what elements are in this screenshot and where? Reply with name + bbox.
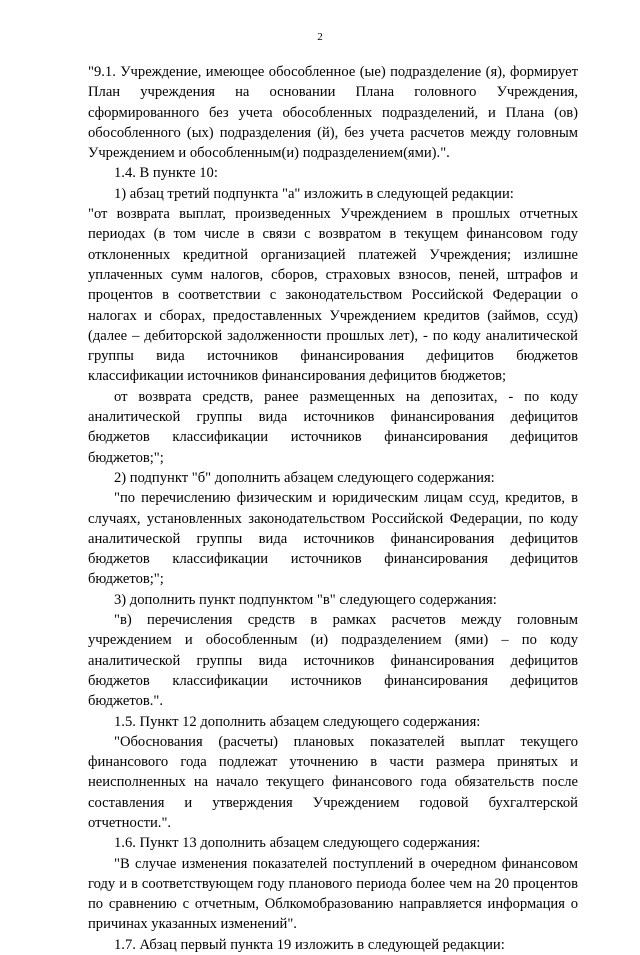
paragraph: 1.4. В пункте 10: [114, 165, 218, 182]
paragraph: "в) перечисления средств в рамках расчетов между головным учреждением и обособленным (и) подразделением (ями) – по коду аналитической группы вида источников финансирования дефицитов бюджетов классификации источников финансирования дефицитов бюджетов.". [88, 612, 578, 710]
paragraph: 1.5. Пункт 12 дополнить абзацем следующего содержания: [114, 713, 481, 730]
paragraph: 1) абзац третий подпункта "а" изложить в следующей редакции: [114, 185, 514, 202]
paragraph: 1.6. Пункт 13 дополнить абзацем следующего содержания: [114, 835, 481, 852]
paragraph: 1.7. Абзац первый пункта 19 изложить в следующей редакции: [114, 936, 505, 953]
paragraph: "9.1. Учреждение, имеющее обособленное (ые) подразделение (я), формирует План учреждения на основании Плана головного Учреждения, сформированного без учета обособленных подразделений, и Плана (ов) обособленного (ых) подразделения (й), без учета расчетов между головным Учреждением и обособленным(и) подразделением(ями).". [88, 64, 578, 162]
document-body [88, 62, 578, 955]
paragraph: "от возврата выплат, произведенных Учреждением в прошлых отчетных периодах (в том числе в связи с возвратом в текущем финансовом году отклоненных кредитной организацией платежей Учреждения; излишне уплаченных сумм налогов, сборов, страховых взносов, пеней, штрафов и процентов в соответствии с законодательством Российской Федерации о налогах и сборах, предоставленных Учреждением кредитов (займов, ссуд) (далее – дебиторской задолженности прошлых лет), - по коду аналитической группы вида источников финансирования дефицитов бюджетов классификации источников финансирования дефицитов бюджетов; [88, 206, 578, 385]
paragraph: 2) подпункт "б" дополнить абзацем следующего содержания: [114, 469, 495, 486]
paragraph: "по перечислению физическим и юридическим лицам ссуд, кредитов, в случаях, установленных законодательством Российской Федерации, по коду аналитической группы вида источников финансирования дефицитов бюджетов классификации источников финансирования дефицитов бюджетов;"; [88, 490, 578, 588]
page-number: 2 [317, 31, 323, 43]
paragraph: "В случае изменения показателей поступлений в очередном финансовом году и в соответствующем году планового периода более чем на 20 процентов по сравнению с отчетным, Облкомобразованию направляется информация о причинах указанных изменений". [88, 855, 578, 933]
paragraph: 3) дополнить пункт подпунктом "в" следующего содержания: [114, 591, 497, 608]
paragraph: от возврата средств, ранее размещенных на депозитах, - по коду аналитической группы вида источников финансирования дефицитов бюджетов классификации источников финансирования дефицитов бюджетов;"; [88, 388, 578, 466]
paragraph: "Обоснования (расчеты) плановых показателей выплат текущего финансового года подлежат уточнению в части размера принятых и неисполненных на начало текущего финансового года обязательств после составления и утверждения Учреждением годовой бухгалтерской отчетности.". [88, 733, 578, 831]
